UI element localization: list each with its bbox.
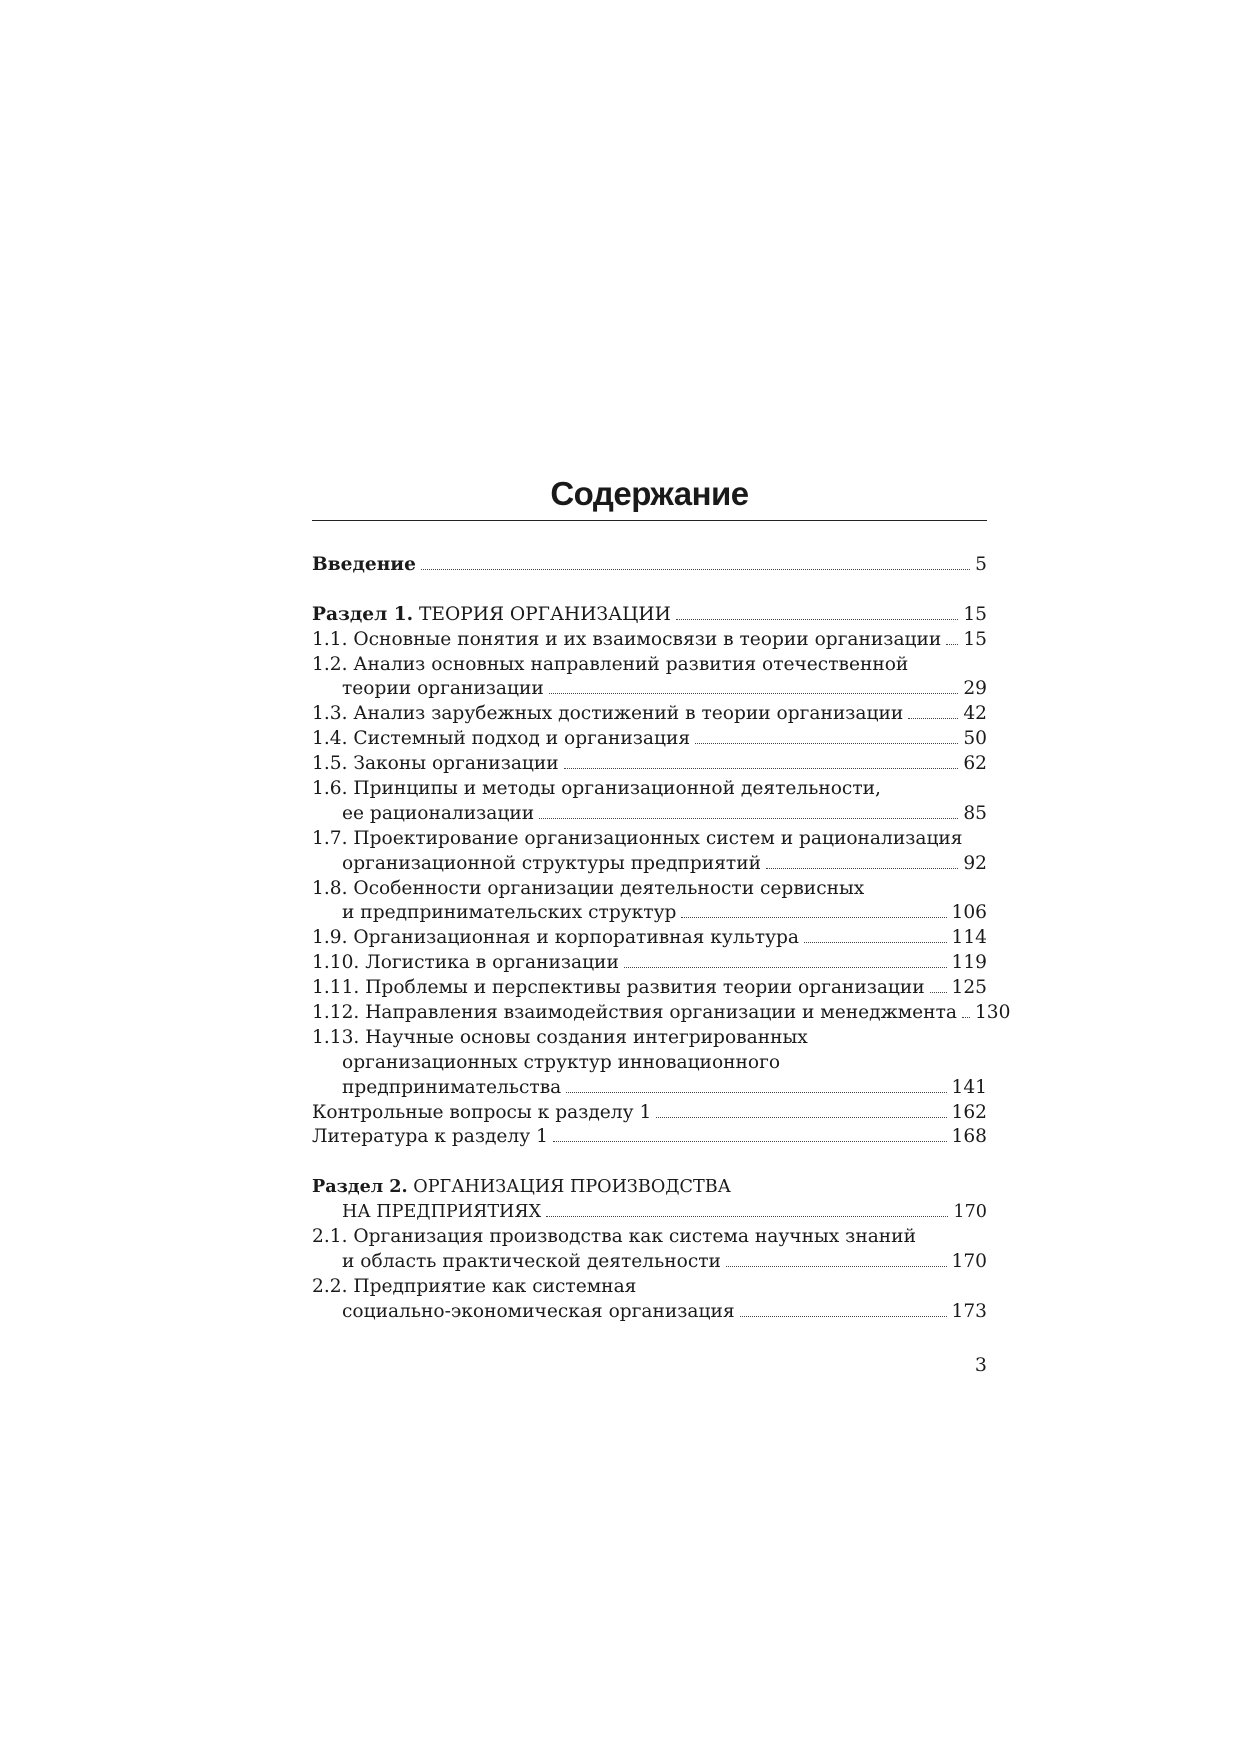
toc-entry-title: [312, 827, 963, 852]
toc-entry-text: 1.7. Проектирование организационных систем и рационализация: [312, 827, 963, 849]
toc-page-number: 170: [953, 1202, 987, 1223]
toc-entry: [312, 926, 987, 951]
toc-entry-text: 1.10. Логистика в организации: [312, 952, 619, 974]
toc-line: [312, 727, 987, 752]
toc-page-number: 125: [951, 977, 987, 999]
toc-page-number: 114: [951, 927, 987, 949]
toc-entry-title: [312, 1175, 731, 1200]
toc-entry-title: [312, 1001, 957, 1026]
toc-entry-title: [312, 1026, 808, 1051]
toc-page-number: 5: [975, 554, 987, 575]
toc-line: [312, 1275, 987, 1300]
dot-leader: [908, 713, 958, 719]
toc-entry-title: [312, 877, 864, 902]
toc-entry-text: 1.9. Организационная и корпоративная культура: [312, 927, 800, 949]
toc-page-number: 170: [951, 1250, 987, 1272]
toc-entry: [312, 553, 987, 578]
toc-line: [312, 827, 987, 852]
dot-leader: [549, 688, 959, 694]
toc-entry-text: 1.8. Особенности организации деятельности сервисных: [312, 877, 865, 899]
toc-entry: [312, 1125, 987, 1150]
toc-entry: [312, 752, 987, 777]
dot-leader: [553, 1136, 947, 1142]
toc-entry-title: [312, 777, 881, 802]
toc-line: [312, 976, 987, 1001]
toc-entry-title: [342, 802, 534, 827]
toc-page-number: 42: [963, 703, 987, 725]
toc-entry: [312, 702, 987, 727]
dot-leader: [624, 962, 947, 968]
toc-entry-text: социально-экономическая организация: [342, 1300, 735, 1322]
toc-entry-title: [342, 1200, 541, 1225]
toc-line: [312, 951, 987, 976]
toc-entry-text: 2.2. Предприятие как системная: [312, 1275, 637, 1297]
toc-page-number: 85: [963, 802, 987, 824]
dot-leader: [946, 639, 958, 645]
toc-page-number: 168: [951, 1126, 987, 1148]
toc-entry-text: ОРГАНИЗАЦИЯ ПРОИЗВОДСТВА: [407, 1177, 731, 1198]
toc-page-number: 15: [963, 628, 987, 650]
toc-entry: [312, 1175, 987, 1225]
toc-entry: [312, 951, 987, 976]
toc-entry-title: [312, 653, 908, 678]
toc-entry-text: НА ПРЕДПРИЯТИЯХ: [342, 1202, 542, 1223]
toc-entry-title: [312, 926, 799, 951]
toc-line: [312, 702, 987, 727]
toc-line: [312, 877, 987, 902]
dot-leader: [804, 937, 946, 943]
toc-entry-text: 1.3. Анализ зарубежных достижений в теории организации: [312, 703, 904, 725]
dot-leader: [930, 987, 947, 993]
toc-line: [312, 1076, 987, 1101]
toc-entry-text: и область практической деятельности: [342, 1250, 721, 1272]
dot-leader: [681, 912, 946, 918]
toc-entry-title: [342, 1076, 561, 1101]
toc-page-number: 141: [951, 1076, 987, 1098]
toc-line: [312, 653, 987, 678]
toc-entry-text: Литература к разделу 1: [312, 1126, 548, 1148]
toc-line: [312, 1125, 987, 1150]
toc-entry-text: 2.1. Организация производства как система научных знаний: [312, 1226, 916, 1248]
toc-entry-text: 1.1. Основные понятия и их взаимосвязи в теории организации: [312, 628, 942, 650]
toc-entry: [312, 1275, 987, 1325]
toc-line: [312, 752, 987, 777]
toc-line: [312, 553, 987, 578]
toc-entry-title: [312, 1275, 636, 1300]
toc-entry-title: [312, 702, 903, 727]
toc-page-number: 106: [951, 902, 987, 924]
toc-page-number: 162: [951, 1101, 987, 1123]
toc-page-number: 50: [963, 728, 987, 750]
toc-line: [312, 777, 987, 802]
toc-entry-text: организационной структуры предприятий: [342, 852, 762, 874]
toc-line: [312, 1200, 987, 1225]
toc-page-number: 119: [951, 952, 987, 974]
dot-leader: [539, 813, 958, 819]
toc-entry-title: [312, 976, 925, 1001]
toc-page-number: 15: [963, 603, 987, 625]
toc-line: [312, 926, 987, 951]
toc-entry: [312, 1225, 987, 1275]
toc-line: [312, 1225, 987, 1250]
toc-entry: [312, 777, 987, 827]
toc-entry-title: [312, 727, 690, 752]
toc-page-number: 130: [974, 1002, 1011, 1024]
toc-entry-text: ее рационализации: [342, 802, 535, 824]
toc-entry-bold-label: Раздел 1.: [312, 603, 414, 625]
toc-entry-title: [312, 1101, 651, 1126]
toc-line: [312, 603, 987, 628]
toc-entry-title: [312, 951, 619, 976]
toc-entry-text: 1.6. Принципы и методы организационной деятельности,: [312, 778, 881, 800]
toc-entry-text: теории организации: [342, 678, 544, 700]
toc-entry-text: предпринимательства: [342, 1076, 562, 1098]
toc-entry-title: [312, 603, 671, 628]
section-gap: [312, 1150, 987, 1175]
toc-entry: [312, 653, 987, 703]
title-rule: [312, 520, 987, 521]
dot-leader: [726, 1261, 947, 1267]
toc-entry-title: [342, 1051, 780, 1076]
toc-line: [312, 1300, 987, 1325]
toc-entry-text: организационных структур инновационного: [342, 1051, 781, 1073]
dot-leader: [566, 1087, 946, 1093]
page-number: 3: [974, 1354, 987, 1376]
dot-leader: [695, 738, 958, 744]
toc-line: [312, 852, 987, 877]
toc-entry: [312, 1101, 987, 1126]
table-of-contents: [312, 553, 1011, 1325]
toc-entry-text: 1.11. Проблемы и перспективы развития теории организации: [312, 977, 925, 999]
dot-leader: [766, 863, 958, 869]
toc-line: [312, 901, 987, 926]
toc-line: [312, 1175, 987, 1200]
dot-leader: [740, 1311, 947, 1317]
toc-page-number: 29: [963, 678, 987, 700]
toc-entry: [312, 827, 987, 877]
toc-entry-title: [312, 628, 941, 653]
toc-entry-text: и предпринимательских структур: [342, 902, 677, 924]
toc-entry-text: 1.12. Направления взаимодействия организации и менеджмента: [312, 1002, 957, 1024]
toc-entry-title: [312, 1125, 548, 1150]
toc-line: [312, 677, 987, 702]
toc-entry-bold-label: Раздел 2.: [312, 1176, 408, 1198]
toc-entry: [312, 877, 987, 927]
toc-entry: [312, 727, 987, 752]
toc-page-number: 92: [963, 852, 987, 874]
toc-entry-title: [342, 852, 761, 877]
dot-leader: [676, 614, 959, 620]
toc-entry-title: [312, 1225, 916, 1250]
toc-entry: [312, 628, 987, 653]
toc-entry: [312, 1001, 1011, 1026]
toc-line: [312, 1001, 1011, 1026]
toc-entry: [312, 976, 987, 1001]
toc-entry-text: 1.2. Анализ основных направлений развития отечественной: [312, 653, 909, 675]
toc-line: [312, 628, 987, 653]
page-title: Содержание: [550, 475, 749, 512]
toc-line: [312, 1250, 987, 1275]
toc-entry-text: 1.4. Системный подход и организация: [312, 728, 691, 750]
toc-line: [312, 1026, 987, 1051]
toc-page-number: 173: [951, 1300, 987, 1322]
toc-entry-title: [342, 677, 544, 702]
toc-line: [312, 1101, 987, 1126]
toc-entry-text: 1.5. Законы организации: [312, 753, 559, 775]
toc-entry: [312, 603, 987, 628]
toc-entry-title: [312, 752, 559, 777]
toc-entry-bold-label: Введение: [312, 554, 416, 575]
toc-entry-title: [342, 901, 676, 926]
toc-entry-title: [312, 553, 416, 578]
toc-entry-text: Контрольные вопросы к разделу 1: [312, 1101, 652, 1123]
dot-leader: [962, 1012, 970, 1018]
toc-page-number: 62: [963, 753, 987, 775]
toc-entry-text: ТЕОРИЯ ОРГАНИЗАЦИИ: [413, 603, 671, 625]
dot-leader: [421, 564, 970, 570]
toc-line: [312, 802, 987, 827]
dot-leader: [656, 1112, 946, 1118]
section-gap: [312, 578, 987, 603]
dot-leader: [564, 763, 959, 769]
toc-entry-text: 1.13. Научные основы создания интегрированных: [312, 1026, 808, 1048]
toc-entry-title: [342, 1300, 735, 1325]
dot-leader: [546, 1211, 948, 1217]
toc-line: [312, 1051, 987, 1076]
toc-entry-title: [342, 1250, 721, 1275]
toc-entry: [312, 1026, 987, 1101]
